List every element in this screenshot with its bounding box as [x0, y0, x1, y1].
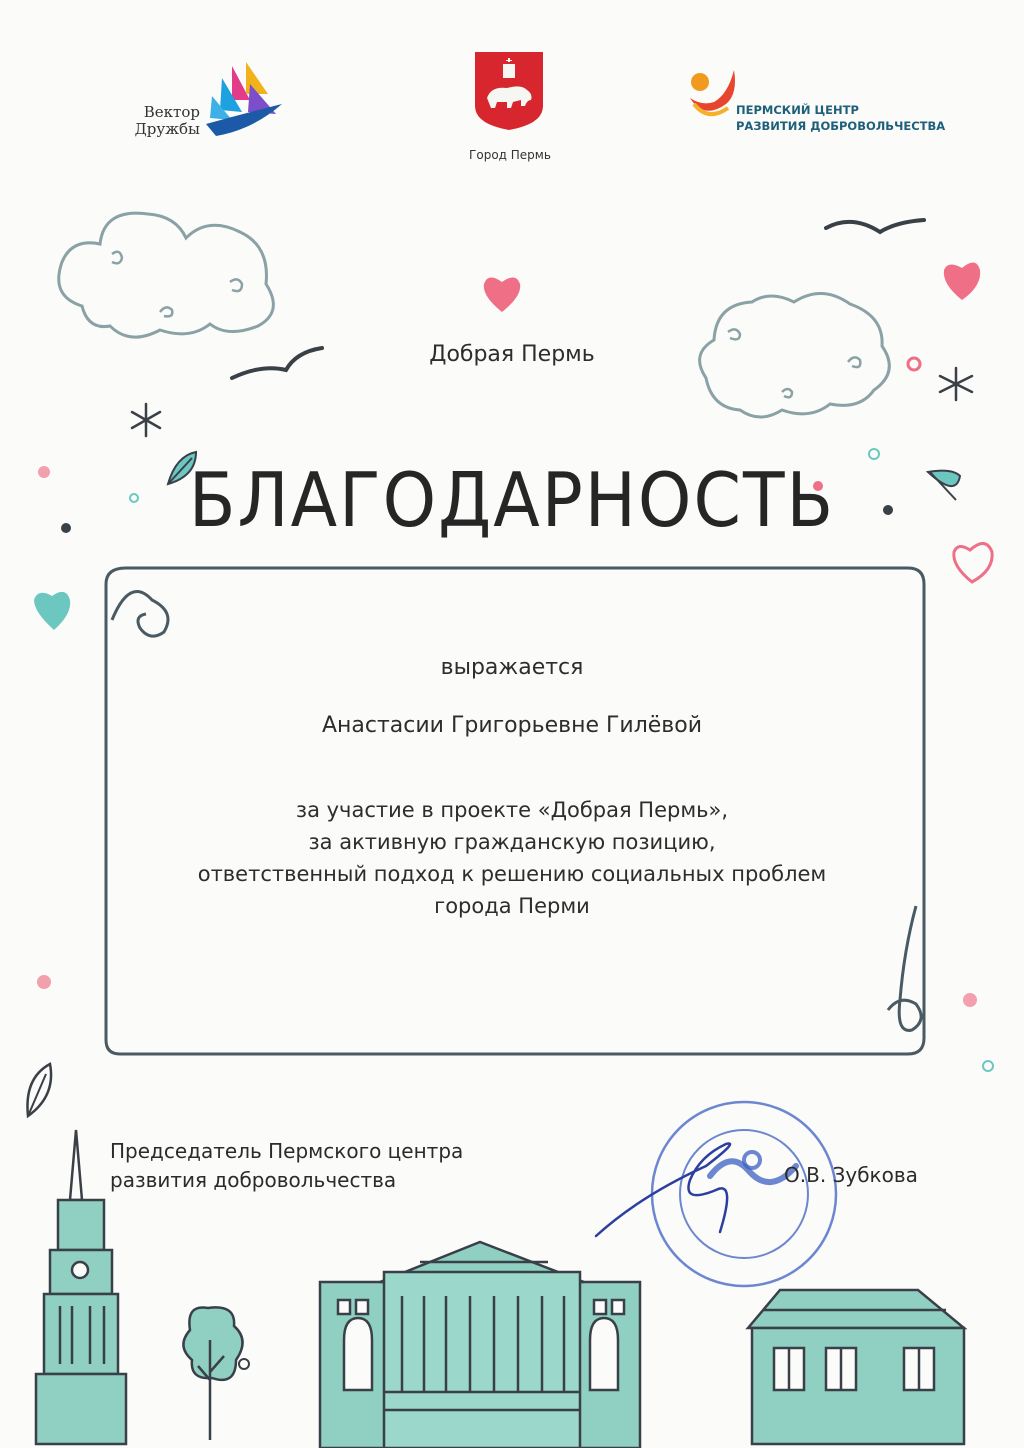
city-caption: Город Пермь	[469, 148, 551, 162]
heart-right-top-icon	[944, 262, 980, 300]
reason-line: ответственный подход к решению социальных проблем	[197, 862, 827, 886]
bird-right-icon	[826, 220, 924, 232]
snowflake-right-icon	[940, 368, 972, 400]
heart-outline-right-icon	[954, 543, 992, 582]
reason-line: города Перми	[434, 894, 590, 918]
house-icon	[748, 1290, 964, 1444]
reason-line: за активную гражданскую позицию,	[308, 830, 716, 854]
theatre-building-icon	[320, 1242, 640, 1448]
heart-teal-left-icon	[34, 592, 70, 630]
heart-top-icon	[484, 277, 520, 312]
reason-text	[120, 794, 904, 922]
signature-icon	[596, 1143, 730, 1236]
cloud-right-icon	[700, 293, 890, 417]
cloud-left-icon	[59, 213, 274, 337]
organization-stamp-icon	[652, 1102, 836, 1286]
recipient-name: Анастасии Григорьевне Гилёвой	[321, 713, 703, 738]
tree-icon	[183, 1307, 242, 1440]
snowflake-left-icon	[132, 404, 160, 436]
subtitle: Добрая Пермь	[429, 342, 595, 367]
signer-role	[110, 1137, 530, 1195]
logo-left-text: Вектор Дружбы	[134, 103, 200, 138]
bird-left-icon	[232, 348, 322, 378]
reason-line: за участие в проекте «Добрая Пермь»,	[295, 798, 729, 822]
leaf-bottom-left-icon	[27, 1064, 51, 1116]
signer-name: О.В. Зубкова	[784, 1163, 918, 1187]
page-title: БЛАГОДАРНОСТЬ	[188, 458, 836, 545]
leaf-right-icon	[928, 471, 960, 500]
expressed-text: выражается	[440, 655, 584, 680]
signer-role-line1: Председатель Пермского центра	[110, 1139, 464, 1163]
signer-role-line2: развития добровольчества	[110, 1168, 397, 1192]
center-logo-text-line1: ПЕРМСКИЙ ЦЕНТР	[736, 103, 859, 117]
center-logo-text-line2: РАЗВИТИЯ ДОБРОВОЛЬЧЕСТВА	[736, 119, 946, 133]
